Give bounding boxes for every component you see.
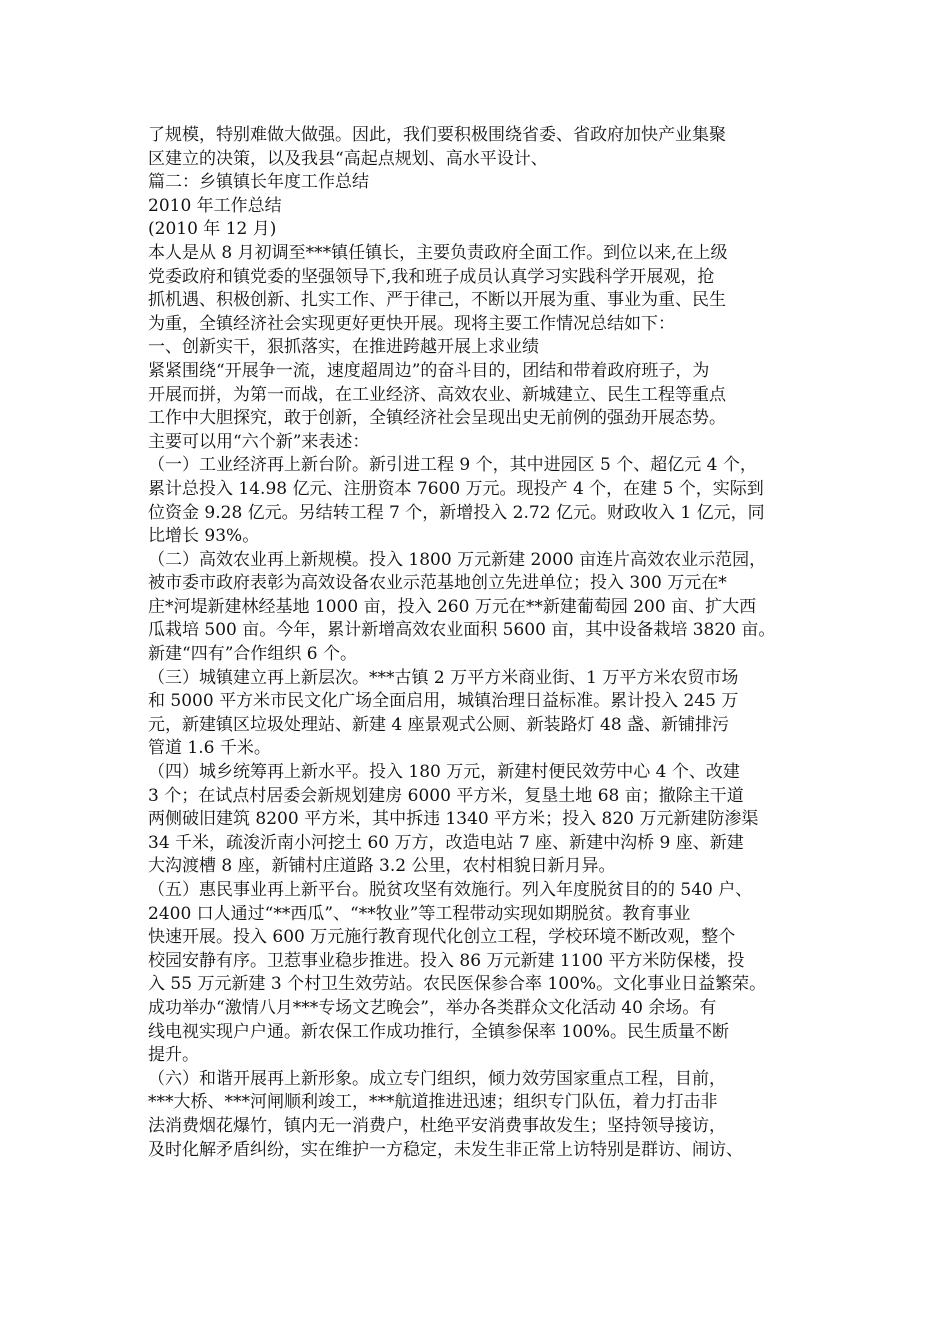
text-line: 累计总投入 14.98 亿元、注册资本 7600 万元。现投产 4 个，在建 5 个，实际到	[148, 478, 764, 499]
text-line: 法消费烟花爆竹，镇内无一消费户，杜绝平安消费事故发生；坚持领导接访，	[148, 1115, 726, 1136]
section-heading: 一、创新实干，狠抓落实，在推进跨越开展上求业绩	[148, 337, 539, 358]
document-date: (2010 年 12 月)	[148, 219, 277, 240]
text-line: 3 个；在试点村居委会新规划建房 6000 平方米，复垦土地 68 亩；撤除主干道	[148, 785, 744, 806]
text-line: 提升。	[148, 1045, 199, 1066]
text-line: 工作中大胆探究，敢于创新，全镇经济社会呈现出史无前例的强劲开展态势。	[148, 408, 726, 429]
text-line: 校园安静有序。卫惹事业稳步推进。投入 86 万元新建 1100 平方米防保楼，投	[148, 950, 745, 971]
text-line: 开展而拼，为第一而战，在工业经济、高效农业、新城建立、民生工程等重点	[148, 384, 726, 405]
text-line: 管道 1.6 千米。	[148, 738, 271, 759]
text-line: 被市委市政府表彰为高效设备农业示范基地创立先进单位；投入 300 万元在*	[148, 573, 727, 594]
text-line: 及时化解矛盾纠纷，实在维护一方稳定，未发生非正常上访特别是群访、闹访、	[148, 1139, 743, 1160]
text-line: ***大桥、***河闸顺利竣工，***航道推进迅速；组织专门队伍，着力打击非	[148, 1092, 718, 1113]
text-line: 线电视实现户户通。新农保工作成功推行，全镇参保率 100%。民生质量不断	[148, 1021, 730, 1042]
text-line: 34 千米，疏浚沂南小河挖土 60 万方，改造电站 7 座、新建中沟桥 9 座、新建	[148, 832, 744, 853]
text-line: 成功举办“激情八月***专场文艺晚会”，举办各类群众文化活动 40 余场。有	[148, 997, 717, 1018]
document-body	[148, 124, 828, 1162]
text-line: 大沟渡槽 8 座，新铺村庄道路 3.2 公里，农村相貌日新月异。	[148, 856, 616, 877]
text-line: 本人是从 8 月初调至***镇任镇长，主要负责政府全面工作。到位以来,在上级	[148, 242, 728, 263]
text-line: （一）工业经济再上新台阶。新引进工程 9 个，其中进园区 5 个、超亿元 4 个，	[148, 455, 757, 476]
text-line: 入 55 万元新建 3 个村卫生效劳站。农民医保参合率 100%。文化事业日益繁荣。	[148, 974, 767, 995]
text-line: 2400 口人通过“**西瓜”、“**牧业”等工程带动实现如期脱贫。教育事业	[148, 903, 691, 924]
text-line: 了规模，特别难做大做强。因此，我们要积极围绕省委、省政府加快产业集聚	[148, 125, 726, 145]
text-line: （五）惠民事业再上新平台。脱贫攻坚有效施行。列入年度脱贫目的的 540 户、	[148, 880, 753, 900]
text-line: 位资金 9.28 亿元。另结转工程 7 个，新增投入 2.72 亿元。财政收入 1 亿元，同	[148, 502, 765, 523]
document-title: 2010 年工作总结	[148, 195, 282, 216]
text-line: 两侧破旧建筑 8200 平方米，其中拆违 1340 平方米；投入 820 万元新建防渗渠	[148, 809, 759, 830]
text-line: （四）城乡统筹再上新水平。投入 180 万元，新建村便民效劳中心 4 个、改建	[148, 762, 740, 783]
text-line: 紧紧围绕“开展争一流，速度超周边”的奋斗目的，团结和带着政府班子，为	[148, 360, 710, 381]
text-line: 瓜栽培 500 亩。今年，累计新增高效农业面积 5600 亩，其中设备栽培 3820 亩。	[148, 620, 776, 641]
text-line: 抓机遇、积极创新、扎实工作、严于律己，不断以开展为重、事业为重、民生	[148, 290, 726, 311]
text-line: 为重，全镇经济社会实现更好更快开展。现将主要工作情况总结如下：	[148, 313, 675, 334]
text-line: 新建“四有”合作组织 6 个。	[148, 644, 358, 665]
section-heading: 篇二：乡镇镇长年度工作总结	[148, 172, 369, 193]
text-line: 比增长 93%。	[148, 526, 260, 547]
text-line: （六）和谐开展再上新形象。成立专门组织，倾力效劳国家重点工程，目前，	[148, 1068, 726, 1089]
text-line: 和 5000 平方米市民文化广场全面启用，城镇治理日益标准。累计投入 245 万	[148, 691, 739, 712]
text-line: 主要可以用“六个新”来表述：	[148, 431, 370, 452]
text-line: 元，新建镇区垃圾处理站、新建 4 座景观式公厕、新装路灯 48 盏、新铺排污	[148, 714, 730, 735]
text-line: （二）高效农业再上新规模。投入 1800 万元新建 2000 亩连片高效农业示范园，	[148, 549, 767, 570]
text-line: 庄*河堤新建林经基地 1000 亩，投入 260 万元在**新建葡萄园 200 亩、扩大西	[148, 596, 757, 617]
text-line: （三）城镇建立再上新层次。***古镇 2 万平方米商业街、1 万平方米农贸市场	[148, 667, 739, 688]
text-line: 区建立的决策，以及我县“高起点规划、高水平设计、	[148, 148, 548, 169]
text-line: 快速开展。投入 600 万元施行教育现代化创立工程，学校环境不断改观，整个	[148, 927, 736, 948]
text-line: 党委政府和镇党委的坚强领导下,我和班子成员认真学习实践科学开展观，抢	[148, 266, 715, 287]
